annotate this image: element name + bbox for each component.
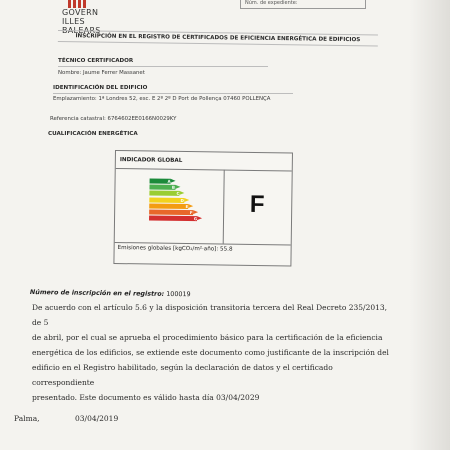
document-title: INSCRIPCIÓN EN EL REGISTRO DE CERTIFICADOS DE EFICIENCIA ENERGÉTICA DE EDIFICIOS <box>58 30 378 46</box>
energy-scale-bar-e <box>149 203 188 209</box>
registro-label: Número de inscripción en el registro: <box>29 288 165 298</box>
registro-value: 100019 <box>166 289 191 299</box>
legal-text <box>32 300 392 405</box>
energy-scale-bar-g <box>149 216 197 222</box>
indicador-title: INDICADOR GLOBAL <box>119 157 183 164</box>
energy-scale-bar-b <box>149 185 175 190</box>
emplazamiento-value: Londres 52, esc. E 2º 2º D Port de Pollença 07460 POLLENÇA <box>106 96 271 102</box>
energy-scale-letter-a: A <box>167 178 171 184</box>
calificacion-heading: CUALIFICACIÓN ENERGÉTICA <box>48 131 138 137</box>
energy-scale-bar-a <box>150 178 171 183</box>
energy-scale-letter-b: B <box>171 184 176 191</box>
expediente-box: Núm. de expediente: <box>240 0 366 9</box>
energy-scale-bar-f <box>149 209 193 215</box>
nombre-value: Jaume Ferrer Massanet <box>82 70 145 76</box>
edificio-referencia <box>50 116 176 122</box>
emisiones-line <box>118 245 233 253</box>
logo-name-line-2: ILLES <box>62 17 85 26</box>
energy-scale-letter-d: D <box>180 197 184 203</box>
energy-scale-letter-g: G <box>193 216 198 222</box>
energy-scale-letter-e: E <box>185 203 189 209</box>
emplazamiento-num: 1ª <box>98 96 105 102</box>
logo-name-line-3: BALEARS <box>62 26 101 35</box>
legal-line-1: De acuerdo con el artículo 5.6 y la disposición transitoria tercera del Real Decreto 235/2013, de 5 <box>32 303 388 327</box>
energy-scale-letter-c: C <box>176 191 180 197</box>
legal-line-4: edificio en el Registro habilitado, según la declaración de datos y el certificado correspondiente <box>32 363 333 387</box>
footer-place: Palma, <box>14 414 40 423</box>
legal-line-3: energética de los edificios, se extiende este documento como justificante de la inscripción del <box>32 348 389 357</box>
nombre-label: Nombre: <box>58 70 82 76</box>
edificio-rule <box>53 93 293 94</box>
energy-scale-bar-d <box>149 197 184 202</box>
tecnico-nombre <box>58 70 145 76</box>
emplazamiento-label: Emplazamiento: <box>53 96 97 102</box>
legal-line-5: presentado. Este documento es válido hasta día 03/04/2029 <box>32 393 260 402</box>
edificio-emplazamiento <box>53 96 270 102</box>
logo-name-line-1: GOVERN <box>62 8 99 17</box>
footer-date: 03/04/2019 <box>75 414 119 423</box>
edificio-heading: IDENTIFICACIÓN DEL EDIFICIO <box>53 85 148 91</box>
legal-line-2: de abril, por el cual se aprueba el procedimiento básico para la certificación de la eficiencia <box>32 333 383 342</box>
energy-scale-letter-f: F <box>189 209 193 216</box>
energy-rating-letter: F <box>249 190 265 219</box>
energy-scale-bar-c <box>149 191 179 196</box>
energy-scale <box>149 178 198 222</box>
indicador-global-box <box>113 150 293 266</box>
logo-bars-icon <box>68 0 101 8</box>
registro-line <box>30 288 191 298</box>
referencia-label: Referencia catastral: <box>50 116 106 122</box>
emisiones-label: Emisiones globales [kgCO₂/m²·año]: <box>117 245 219 253</box>
tecnico-heading: TÉCNICO CERTIFICADOR <box>58 58 134 64</box>
tecnico-rule <box>58 66 268 67</box>
referencia-value: 6764602EE0166N0029KY <box>107 116 177 122</box>
emisiones-value: 55.8 <box>220 246 233 253</box>
